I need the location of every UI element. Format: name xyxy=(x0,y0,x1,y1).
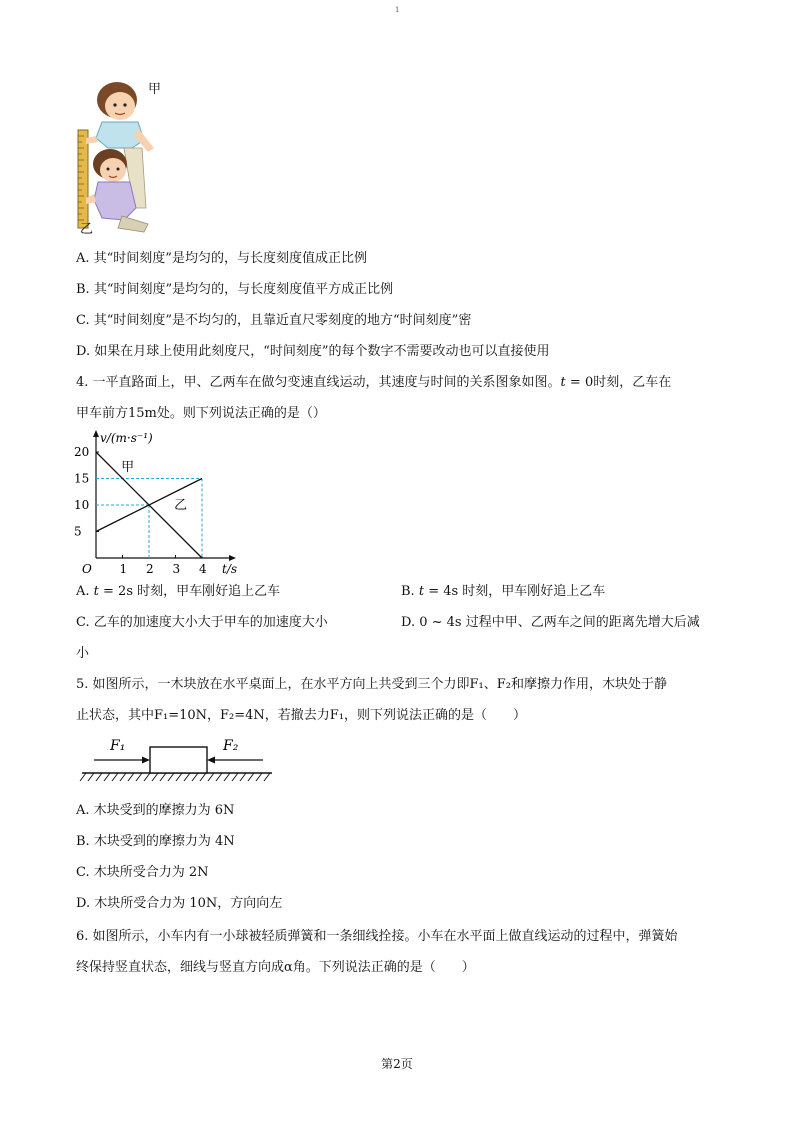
q4-option-a-t: t xyxy=(93,584,99,599)
q5-option-d: D. 木块所受合力为 10N，方向向左 xyxy=(76,896,283,911)
y-tick-label: 5 xyxy=(74,524,82,539)
q5-option-c: C. 木块所受合力为 2N xyxy=(76,865,209,880)
vt-chart-svg xyxy=(74,428,258,580)
y-tick-label: 10 xyxy=(74,498,90,512)
ruler-illustration xyxy=(72,78,172,238)
q4-option-a-prefix: A. xyxy=(76,584,94,599)
vt-chart xyxy=(74,428,258,580)
q4-stem-part2: = 0时刻，乙车在 xyxy=(565,375,672,390)
series-label-jia: 甲 xyxy=(121,460,135,476)
q3-option-b: B. 其“时间刻度”是均匀的，与长度刻度值平方成正比例 xyxy=(76,282,394,297)
q6-stem-line2: 终保持竖直状态，细线与竖直方向成α角。下列说法正确的是（ ） xyxy=(76,960,475,975)
wood-block xyxy=(150,747,207,773)
y-axis-label: v/(m·s⁻¹) xyxy=(100,431,153,445)
label-yi: 乙 xyxy=(80,222,94,237)
q4-option-d: D. 0 ~ 4s 过程中甲、乙两车之间的距离先增大后减 xyxy=(401,615,700,630)
q4-option-b xyxy=(401,583,605,601)
q4-stem-line2: 甲车前方15m处。则下列说法正确的是（） xyxy=(76,406,326,421)
x-axis-label: t/s xyxy=(222,562,238,576)
page-mark: 1 xyxy=(395,6,400,14)
q5-option-a: A. 木块受到的摩擦力为 6N xyxy=(76,803,235,818)
page-footer: 第2页 xyxy=(381,1057,413,1071)
q3-option-d: D. 如果在月球上使用此刻度尺，“时间刻度”的每个数字不需要改动也可以直接使用 xyxy=(76,344,550,359)
q4-option-b-t: t xyxy=(418,584,425,599)
q5-stem-line2: 止状态，其中F₁=10N，F₂=4N，若撤去力F₁，则下列说法正确的是（ ） xyxy=(76,708,527,723)
q5-option-b: B. 木块受到的摩擦力为 4N xyxy=(76,834,235,849)
q4-stem-line1 xyxy=(76,374,671,392)
x-axis-arrow xyxy=(229,555,236,561)
q4-option-b-prefix: B. xyxy=(401,584,419,599)
f2-label: F₂ xyxy=(223,738,239,754)
q3-option-c: C. 其“时间刻度”是不均匀的，且靠近直尺零刻度的地方“时间刻度”密 xyxy=(76,313,472,328)
x-tick-label: 1 xyxy=(119,562,128,576)
ruler-figure xyxy=(72,78,172,238)
series-label-yi: 乙 xyxy=(174,498,188,514)
x-tick-label: 4 xyxy=(199,562,207,576)
q4-option-c: C. 乙车的加速度大小大于甲车的加速度大小 xyxy=(76,615,328,630)
block-figure-svg xyxy=(80,735,275,790)
label-jia: 甲 xyxy=(148,82,162,97)
x-tick-label: 3 xyxy=(172,562,181,576)
q6-stem-line1: 6. 如图所示，小车内有一小球被轻质弹簧和一条细线拴接。小车在水平面上做直线运动的过程中，弹簧始 xyxy=(76,929,678,944)
q4-option-d-cont: 小 xyxy=(76,646,90,661)
q4-option-a xyxy=(76,583,280,601)
q3-option-a: A. 其“时间刻度”是均匀的，与长度刻度值成正比例 xyxy=(76,251,367,266)
x-tick-label: 2 xyxy=(146,562,154,576)
origin-label: O xyxy=(82,562,92,576)
y-tick-label: 20 xyxy=(74,445,90,459)
y-tick-label: 15 xyxy=(74,471,90,486)
q4-option-a-text: = 2s 时刻，甲车刚好追上乙车 xyxy=(98,584,281,599)
q4-stem-part1: 4. 一平直路面上，甲、乙两车在做匀变速直线运动，其速度与时间的关系图象如图。 xyxy=(76,375,561,390)
q4-option-b-text: = 4s 时刻，甲车刚好追上乙车 xyxy=(424,584,606,599)
f1-label: F₁ xyxy=(110,738,126,754)
block-figure xyxy=(80,735,275,790)
y-axis-arrow xyxy=(93,430,99,437)
q4-stem-t: t xyxy=(560,375,566,390)
q5-stem-line1: 5. 如图所示，一木块放在水平桌面上，在水平方向上共受到三个力即F₁、F₂和摩擦力作用，木块处于静 xyxy=(76,677,667,692)
